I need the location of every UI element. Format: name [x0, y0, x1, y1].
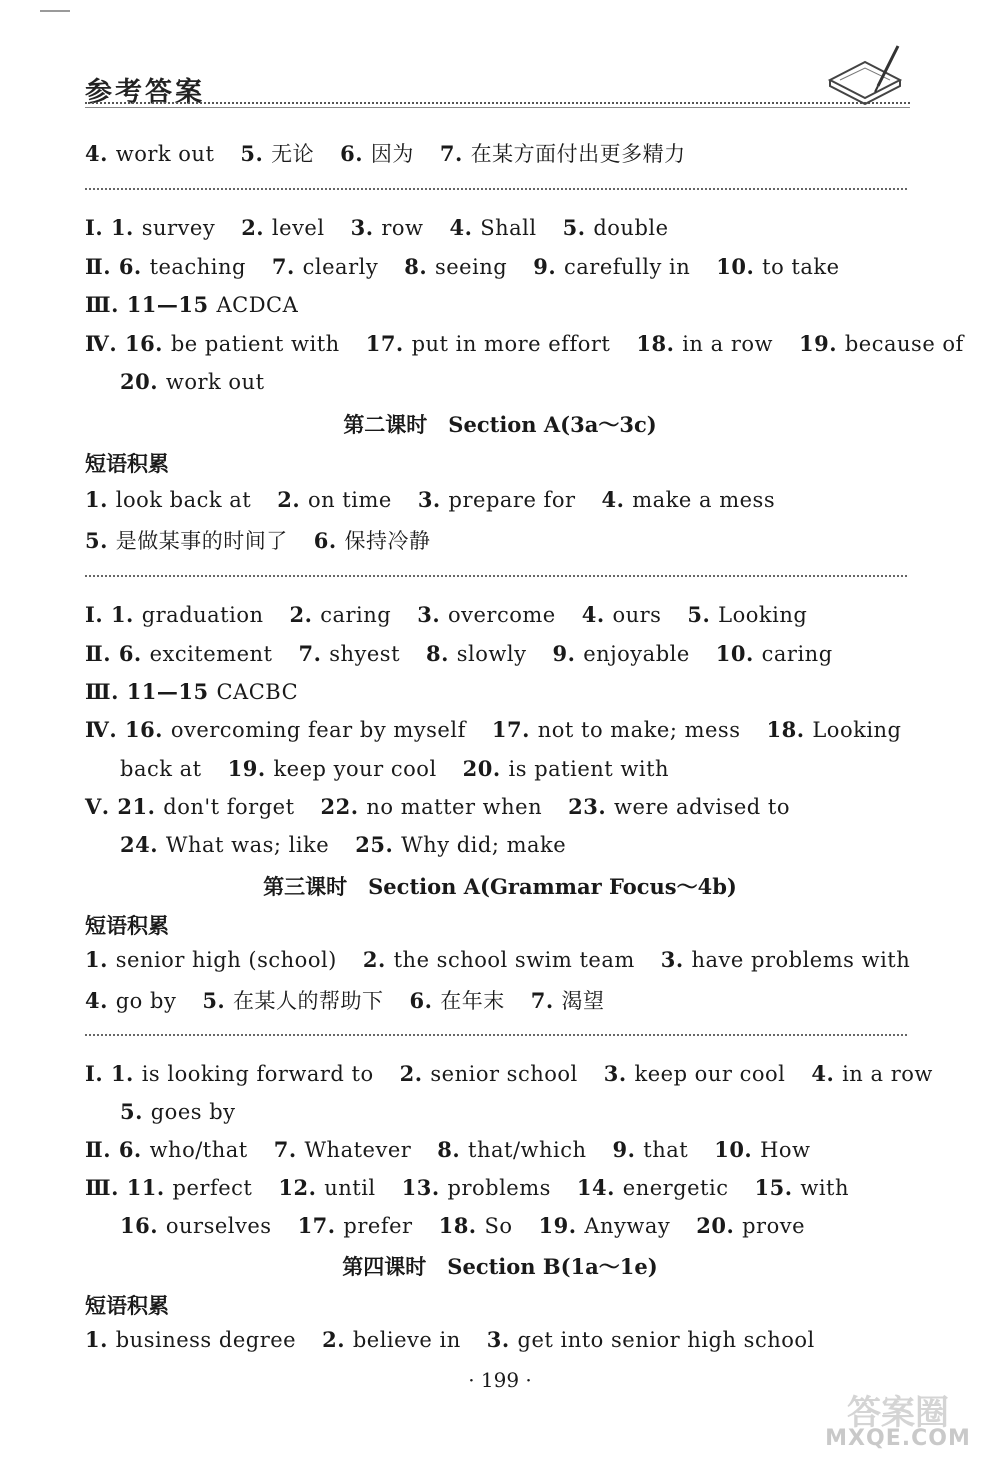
answer-row: [85, 1327, 841, 1352]
answer-item: [449, 216, 536, 240]
answer-text: senior school: [430, 1062, 578, 1086]
answer-item: [533, 255, 690, 279]
answer-text: don't forget: [163, 795, 295, 819]
answer-text: Looking: [718, 603, 808, 627]
answer-row: [120, 1213, 831, 1238]
answer-item: [272, 255, 378, 279]
answer-item: [568, 795, 790, 819]
answer-item: [340, 142, 414, 166]
answer-number: 14.: [576, 1175, 623, 1200]
answer-item: [351, 216, 424, 240]
answer-item: [120, 1100, 236, 1124]
answer-item: [696, 1214, 805, 1238]
answer-number: 1.: [85, 1327, 116, 1352]
answer-number: 2.: [289, 602, 321, 627]
answer-number: 7.: [273, 1137, 305, 1162]
answer-row: [85, 331, 990, 356]
answer-item: [120, 1214, 272, 1238]
answer-number: 5.: [85, 528, 116, 553]
answer-number: 19.: [227, 756, 274, 781]
answer-number: 5.: [120, 1099, 151, 1124]
answer-item: [120, 370, 265, 394]
lesson-heading: 第二课时 Section A(3a～3c): [343, 412, 657, 437]
answer-number: 2.: [322, 1327, 353, 1352]
answer-number: 2.: [241, 215, 272, 240]
answer-number: 24.: [120, 832, 166, 857]
answer-number: 18.: [636, 331, 683, 356]
answer-number: 4.: [85, 988, 116, 1013]
answer-item: [85, 255, 246, 279]
answer-text: ACDCA: [216, 293, 299, 317]
answer-item: [85, 603, 264, 627]
answer-number: 19.: [538, 1213, 585, 1238]
answer-text: perfect: [172, 1176, 253, 1200]
answer-text: 因为: [370, 142, 414, 166]
answer-row: [85, 985, 631, 1015]
answer-number: 6.: [313, 528, 345, 553]
answer-item: [85, 948, 337, 972]
answer-item: [366, 332, 611, 356]
answer-text: is looking forward to: [141, 1062, 374, 1086]
answer-item: [85, 1176, 252, 1200]
answer-item: [321, 795, 543, 819]
answer-number: 17.: [297, 1213, 344, 1238]
answer-item: [85, 1062, 374, 1086]
answer-text: look back at: [115, 488, 252, 512]
answer-number: Ⅰ. 1.: [85, 1061, 142, 1086]
answer-text: prove: [742, 1214, 806, 1238]
answer-item: [278, 1176, 375, 1200]
answer-text: that/which: [468, 1138, 587, 1162]
answer-item: [531, 989, 605, 1013]
answer-number: 18.: [766, 717, 813, 742]
answer-text: enjoyable: [583, 642, 690, 666]
answer-number: Ⅰ. 1.: [85, 602, 142, 627]
answer-item: [439, 1214, 513, 1238]
answer-text: senior high (school): [115, 948, 337, 972]
answer-number: Ⅲ. 11—15: [85, 292, 217, 317]
answer-item: [400, 1062, 578, 1086]
dotted-separator: [85, 1034, 907, 1036]
answer-number: 3.: [603, 1061, 635, 1086]
answer-text: clearly: [302, 255, 379, 279]
answer-item: [661, 948, 910, 972]
answer-text: problems: [447, 1176, 551, 1200]
answer-text: to take: [762, 255, 840, 279]
lesson-heading: 第三课时 Section A(Grammar Focus～4b): [263, 874, 737, 899]
answer-text: prepare for: [448, 488, 576, 512]
answer-text: teaching: [149, 255, 246, 279]
answer-text: excitement: [149, 642, 273, 666]
answer-text: overcome: [447, 603, 556, 627]
answer-number: 9.: [533, 254, 564, 279]
answer-text: What was; like: [165, 833, 330, 857]
answer-text: in a row: [842, 1062, 933, 1086]
answer-item: [85, 1138, 248, 1162]
answer-item: [440, 142, 686, 166]
answer-item: [314, 529, 431, 553]
answer-text: Why did; make: [401, 833, 567, 857]
answer-item: [85, 488, 251, 512]
answer-item: [120, 757, 202, 781]
answer-text: goes by: [150, 1100, 236, 1124]
answer-number: 2.: [362, 947, 394, 972]
answer-number: 18.: [438, 1213, 485, 1238]
answer-text: that: [643, 1138, 689, 1162]
answer-number: 15.: [754, 1175, 801, 1200]
answer-item: [85, 718, 466, 742]
answer-number: 9.: [612, 1137, 644, 1162]
answer-text: 在某方面付出更多精力: [470, 142, 686, 166]
answer-number: 5.: [562, 215, 594, 240]
answer-item: [277, 488, 392, 512]
answer-row: [85, 215, 695, 240]
answer-text: were advised to: [614, 795, 790, 819]
answer-item: [85, 529, 288, 553]
answer-item: [602, 488, 776, 512]
answer-text: have problems with: [691, 948, 911, 972]
answer-number: 9.: [552, 641, 584, 666]
answer-number: 4.: [601, 487, 633, 512]
answer-item: [290, 603, 392, 627]
answer-item: [799, 332, 964, 356]
answer-item: [85, 1328, 296, 1352]
answer-number: 5.: [240, 141, 272, 166]
answer-text: who/that: [149, 1138, 248, 1162]
answer-text: CACBC: [216, 680, 299, 704]
answer-text: Looking: [812, 718, 902, 742]
answer-text: double: [593, 216, 669, 240]
answer-text: believe in: [352, 1328, 461, 1352]
answer-row: [85, 1137, 837, 1162]
answer-number: 3.: [350, 215, 382, 240]
phrase-label: 短语积累: [85, 913, 169, 938]
answer-item: [426, 642, 526, 666]
answer-number: 12.: [278, 1175, 325, 1200]
answer-number: Ⅱ. 6.: [85, 641, 150, 666]
dotted-separator: [85, 575, 907, 577]
answer-item: [240, 142, 314, 166]
header-rule: [85, 107, 910, 108]
answer-text: caring: [320, 603, 392, 627]
answer-number: Ⅲ. 11.: [85, 1175, 173, 1200]
answer-item: [85, 795, 295, 819]
page-header: [85, 62, 910, 112]
answer-row: [85, 138, 712, 168]
answer-item: [298, 642, 400, 666]
answer-number: 1.: [85, 487, 116, 512]
answer-row: [120, 756, 695, 781]
answer-item: [418, 488, 576, 512]
answer-text: graduation: [141, 603, 264, 627]
answer-row: [85, 292, 324, 317]
answer-item: [613, 1138, 689, 1162]
answer-number: Ⅱ. 6.: [85, 254, 150, 279]
answer-number: 6.: [340, 141, 371, 166]
answer-item: [298, 1214, 413, 1238]
answer-text: on time: [307, 488, 392, 512]
answer-number: 2.: [399, 1061, 431, 1086]
answer-item: [487, 1328, 815, 1352]
answer-number: 6.: [409, 988, 441, 1013]
answer-row: [85, 525, 456, 555]
answer-item: [274, 1138, 412, 1162]
answer-item: [322, 1328, 461, 1352]
answer-item: [714, 1138, 810, 1162]
answer-text: keep your cool: [273, 757, 437, 781]
answer-item: [767, 718, 902, 742]
answer-number: Ⅳ. 16.: [85, 717, 171, 742]
answer-item: [85, 642, 272, 666]
answer-item: [604, 1062, 786, 1086]
answer-text: back at: [120, 757, 202, 781]
answer-number: 3.: [660, 947, 692, 972]
answer-text: is patient with: [508, 757, 670, 781]
answer-number: Ⅴ. 21.: [85, 794, 164, 819]
answer-text: because of: [844, 332, 964, 356]
answer-row: [120, 369, 291, 394]
answer-number: 3.: [417, 602, 448, 627]
answer-item: [437, 1138, 586, 1162]
answer-text: go by: [115, 989, 177, 1013]
answer-text: until: [324, 1176, 376, 1200]
answer-number: 2.: [277, 487, 308, 512]
answer-number: 8.: [437, 1137, 469, 1162]
answer-number: 5.: [687, 602, 719, 627]
answer-item: [355, 833, 566, 857]
answer-text: Whatever: [304, 1138, 412, 1162]
answer-item: [754, 1176, 849, 1200]
answer-text: make a mess: [632, 488, 776, 512]
answer-text: 无论: [271, 142, 315, 166]
answer-number: 3.: [486, 1327, 518, 1352]
answer-text: carefully in: [564, 255, 691, 279]
answer-text: in a row: [682, 332, 773, 356]
answer-row: [85, 487, 801, 512]
answer-row: [85, 641, 859, 666]
answer-item: [85, 332, 340, 356]
answer-number: 8.: [404, 254, 435, 279]
answer-text: the school swim team: [393, 948, 635, 972]
answer-text: How: [760, 1138, 811, 1162]
dotted-separator: [85, 188, 907, 190]
answer-item: [463, 757, 669, 781]
answer-text: 在某人的帮助下: [233, 989, 384, 1013]
answer-text: 是做某事的时间了: [115, 529, 288, 553]
phrase-label: 短语积累: [85, 451, 169, 476]
answer-row: [85, 679, 324, 704]
answer-item: [402, 1176, 551, 1200]
answer-text: not to make; mess: [537, 718, 741, 742]
answer-text: ourselves: [165, 1214, 272, 1238]
answer-number: Ⅱ. 6.: [85, 1137, 150, 1162]
notebook-pen-icon: [820, 40, 910, 110]
page-number: · 199 ·: [468, 1368, 532, 1392]
answer-text: caring: [761, 642, 833, 666]
answer-text: seeing: [434, 255, 508, 279]
answer-text: work out: [165, 370, 265, 394]
answer-row: [85, 947, 936, 972]
header-dotted-rule: [85, 102, 910, 104]
answer-item: [241, 216, 324, 240]
watermark: [818, 1385, 978, 1455]
answer-number: 19.: [799, 331, 845, 356]
answer-text: Anyway: [584, 1214, 671, 1238]
answer-number: 7.: [439, 141, 471, 166]
answer-item: [228, 757, 437, 781]
phrase-label: 短语积累: [85, 1293, 169, 1318]
answer-number: 4.: [581, 602, 613, 627]
answer-text: 渴望: [561, 989, 605, 1013]
answer-row: [85, 794, 816, 819]
answer-text: business degree: [115, 1328, 297, 1352]
answer-row: [85, 602, 833, 627]
answer-item: [636, 332, 773, 356]
answer-number: Ⅳ. 16.: [85, 331, 171, 356]
answer-number: 7.: [530, 988, 562, 1013]
answer-number: 3.: [417, 487, 449, 512]
answer-text: put in more effort: [411, 332, 611, 356]
answer-text: survey: [141, 216, 216, 240]
answer-item: [582, 603, 662, 627]
answer-item: [687, 603, 807, 627]
answer-number: 5.: [202, 988, 234, 1013]
answer-text: shyest: [329, 642, 401, 666]
answer-item: [552, 642, 689, 666]
answer-number: 8.: [426, 641, 457, 666]
answer-item: [538, 1214, 670, 1238]
answer-item: [202, 989, 383, 1013]
answer-number: 4.: [449, 215, 481, 240]
answer-item: [811, 1062, 933, 1086]
answer-text: no matter when: [366, 795, 543, 819]
answer-row: [85, 1175, 875, 1200]
answer-number: 20.: [120, 369, 166, 394]
answer-item: [85, 989, 176, 1013]
answer-row: [85, 254, 866, 279]
answer-text: energetic: [622, 1176, 729, 1200]
answer-item: [85, 680, 298, 704]
answer-item: [120, 833, 329, 857]
answer-number: 7.: [271, 254, 303, 279]
answer-item: [716, 642, 833, 666]
answer-item: [417, 603, 555, 627]
answer-text: be patient with: [170, 332, 340, 356]
answer-text: slowly: [456, 642, 527, 666]
answer-item: [85, 216, 215, 240]
answer-number: 25.: [355, 832, 402, 857]
answer-number: 17.: [491, 717, 538, 742]
answer-number: 10.: [714, 1137, 761, 1162]
answer-number: Ⅲ. 11—15: [85, 679, 217, 704]
scan-mark: [40, 10, 70, 12]
answer-text: with: [800, 1176, 849, 1200]
answer-text: work out: [115, 142, 215, 166]
answer-number: 20.: [696, 1213, 743, 1238]
answer-text: get into senior high school: [517, 1328, 815, 1352]
answer-number: 20.: [462, 756, 509, 781]
answer-text: ours: [612, 603, 662, 627]
answer-row: [85, 1061, 959, 1086]
answer-number: 17.: [365, 331, 412, 356]
answer-item: [563, 216, 669, 240]
answer-number: 10.: [715, 641, 762, 666]
answer-row: [120, 832, 592, 857]
answer-text: So: [484, 1214, 513, 1238]
answer-text: keep our cool: [634, 1062, 786, 1086]
answer-number: 13.: [401, 1175, 448, 1200]
answer-item: [404, 255, 507, 279]
answer-item: [492, 718, 741, 742]
answer-item: [716, 255, 839, 279]
answer-number: 10.: [716, 254, 763, 279]
answer-number: 22.: [320, 794, 367, 819]
answer-item: [363, 948, 635, 972]
answer-item: [577, 1176, 729, 1200]
answer-item: [85, 142, 214, 166]
answer-row: [120, 1099, 262, 1124]
answer-item: [85, 293, 298, 317]
answer-item: [410, 989, 505, 1013]
answer-number: 1.: [85, 947, 116, 972]
answer-number: 16.: [120, 1213, 166, 1238]
answer-text: 在年末: [440, 989, 505, 1013]
watermark-url: MXQE.COM: [825, 1426, 971, 1451]
answer-number: 4.: [85, 141, 116, 166]
answer-number: Ⅰ. 1.: [85, 215, 142, 240]
header-title: 参考答案: [85, 77, 205, 108]
answer-text: prefer: [343, 1214, 413, 1238]
answer-number: 7.: [298, 641, 330, 666]
answer-text: overcoming fear by myself: [170, 718, 466, 742]
answer-number: 4.: [811, 1061, 843, 1086]
answer-text: row: [381, 216, 424, 240]
answer-text: 保持冷静: [344, 529, 431, 553]
watermark-logo: 答案圈: [847, 1393, 949, 1433]
lesson-heading: 第四课时 Section B(1a～1e): [342, 1254, 658, 1279]
answer-row: [85, 717, 928, 742]
answer-number: 23.: [568, 794, 614, 819]
answer-text: Shall: [480, 216, 537, 240]
answer-text: level: [271, 216, 325, 240]
